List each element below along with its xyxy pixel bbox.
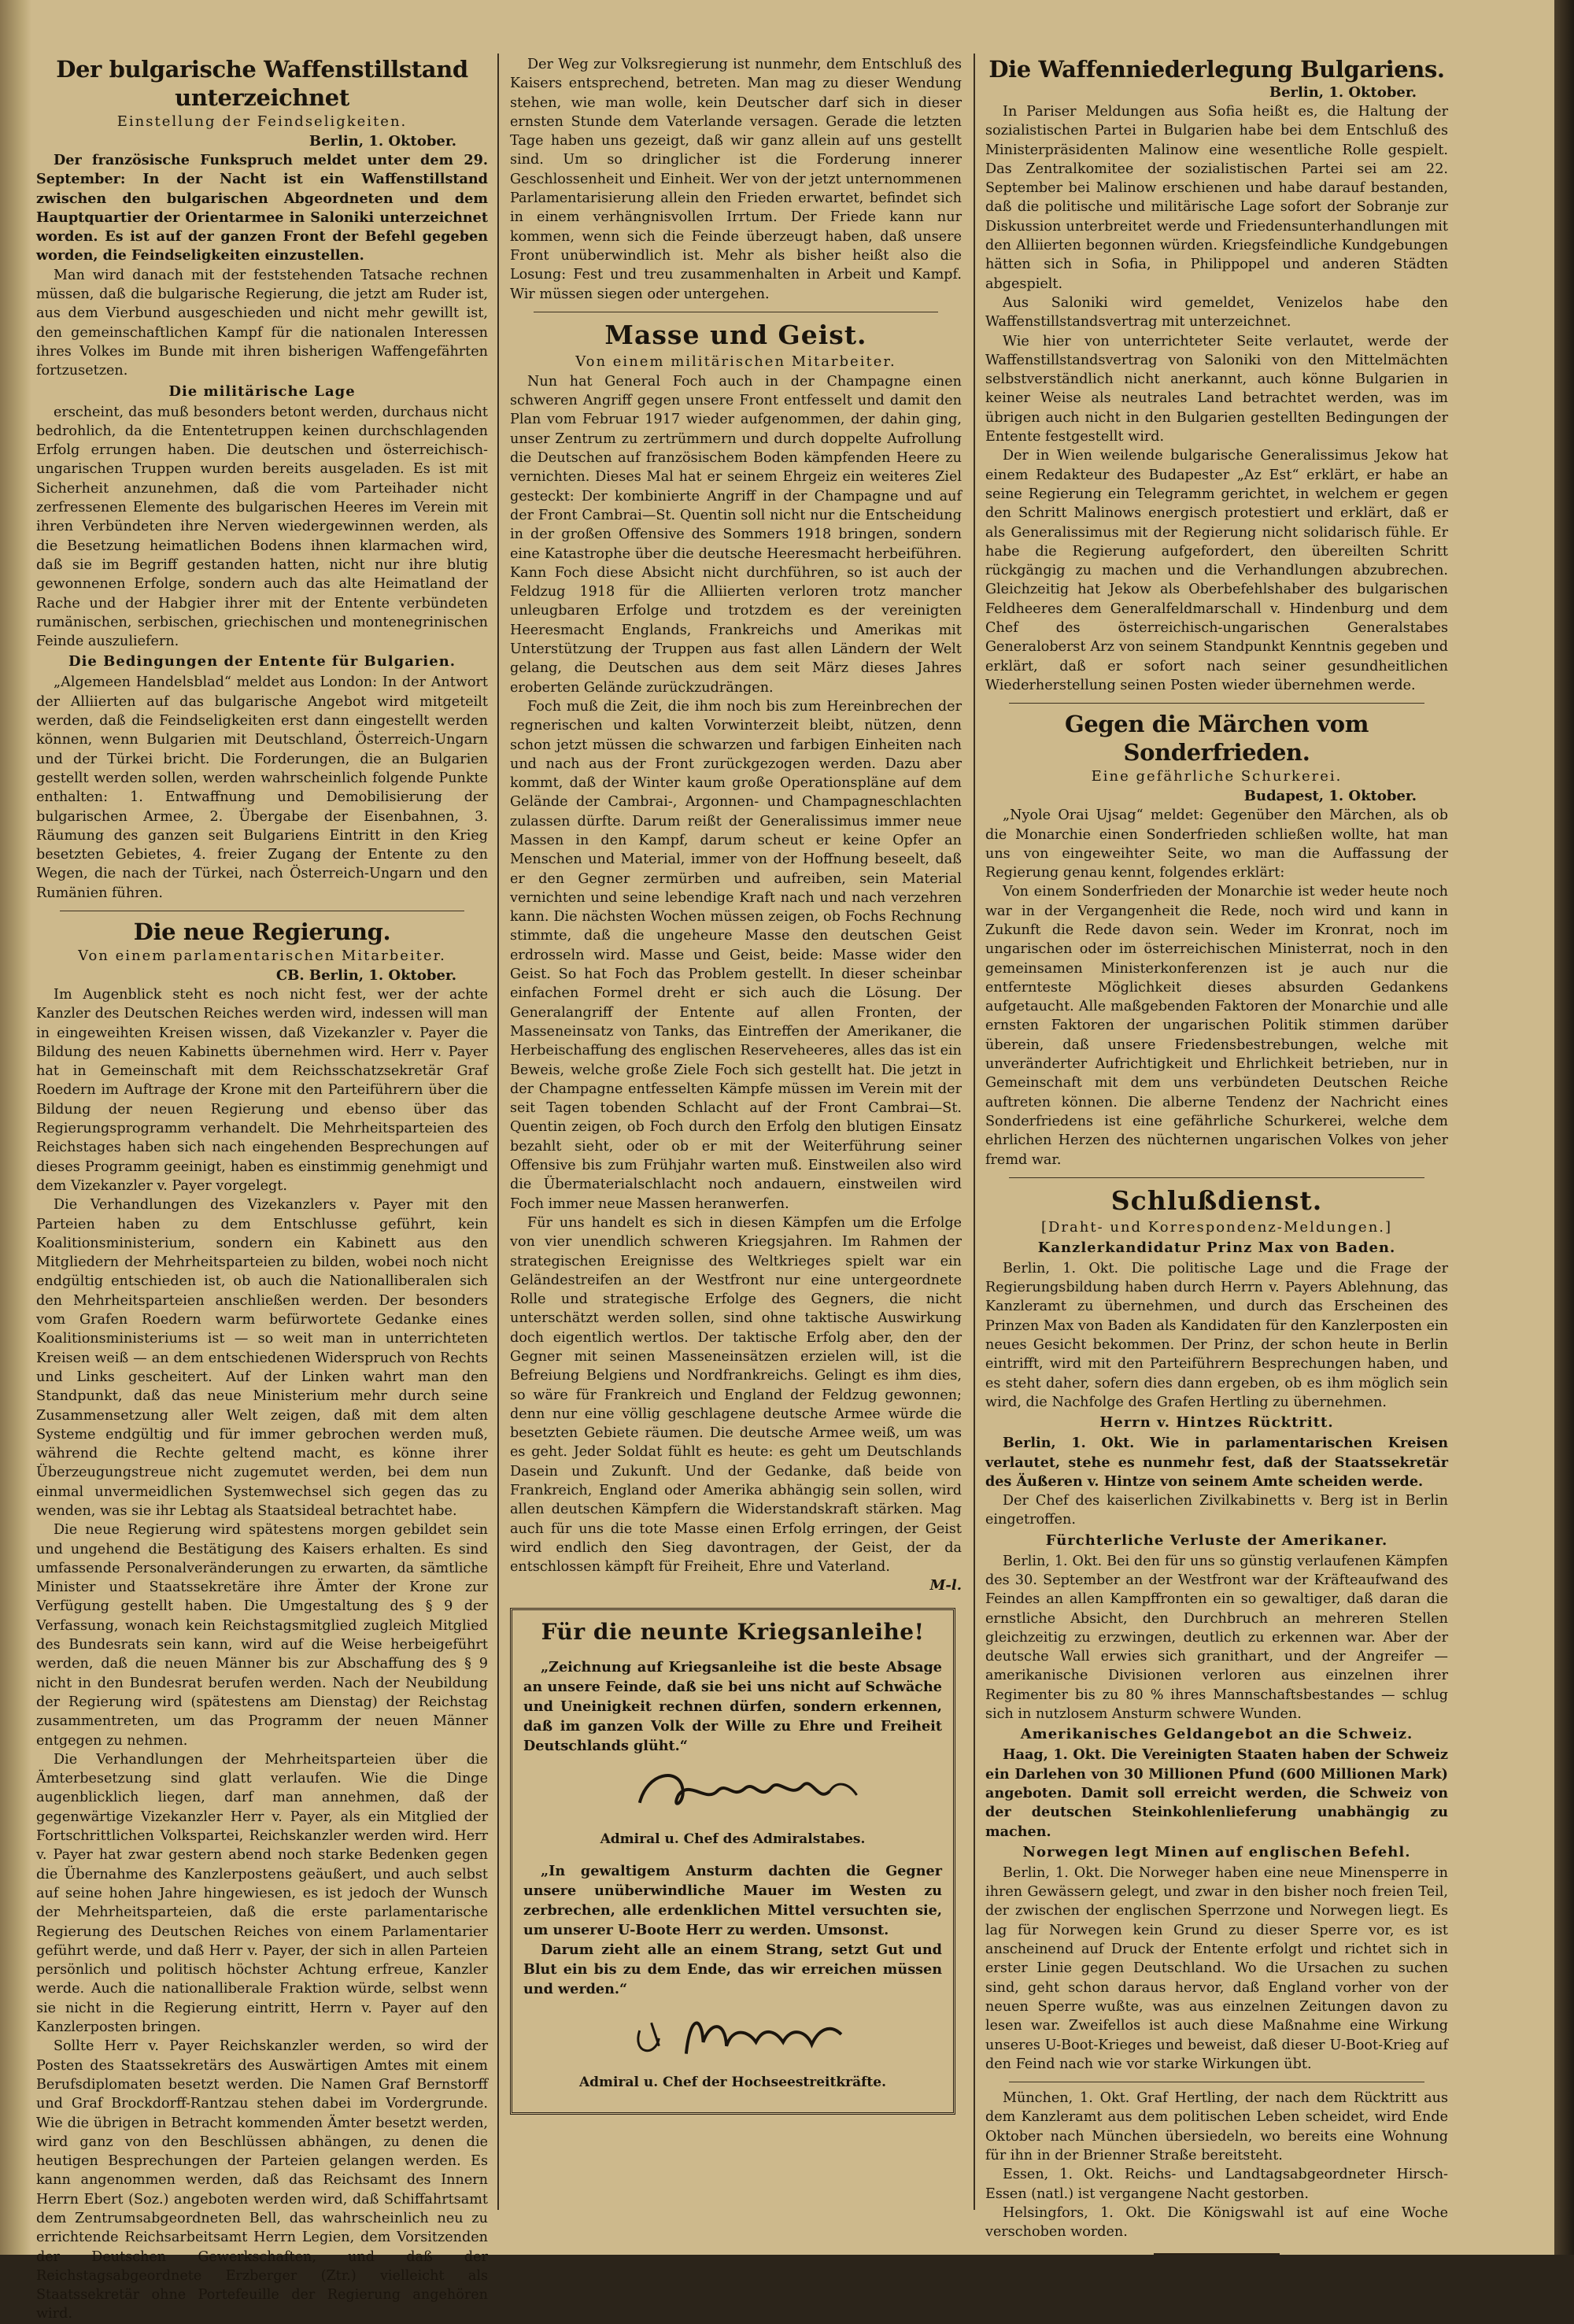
signature-caption: Admiral u. Chef der Hochseestreitkräfte. bbox=[578, 2074, 887, 2090]
article-paragraph: „Algemeen Handelsblad“ meldet aus London: In der Antwort der Alliierten auf das bulgarische Angebot wird mitgeteilt werden, daß die Feindseligkeiten erst dann eingestellt werden können, wenn Bulgarien mit Deutschland, Österreich-Ungarn und der Türkei bricht. Die Forderungen, die an Bulgarien gestellt werden sollen, werden wahrscheinlich folgende Punkte enthalten: 1. Entwaffnung und Demobilisierung der bulgarischen Armee, 2. Übergabe der Eisenbahnen, 3. Räumung des ganzen seit Bulgariens Eintritt in den Krieg besetzten Gebietes, 4. freier Zugang der Entente zu den Wegen, die nach der Türkei, nach Österreich-Ungarn und den Rumänien führen. bbox=[36, 674, 488, 901]
article-paragraph: Im Augenblick steht es noch nicht fest, wer der achte Kanzler des Deutschen Reiches werden wird, indessen will man in eingeweihten Kreisen wissen, daß Vizekanzler v. Payer die Bildung des neuen Kabinetts übernehmen wird. Herr v. Payer hat in Gemeinschaft mit dem Reichsschatzsekretär Graf Roedern im Auftrage der Krone mit den Parteiführern über die Bildung der neuen Regierung und ebenso über das Regierungsprogramm verhandelt. Die Mehrheitsparteien des Reichstages haben sich nach eingehenden Besprechungen auf dieses Programm geeinigt, haben es einstimmig genehmigt und dem Vizekanzler v. Payer vorgelegt. bbox=[36, 986, 488, 1194]
article-paragraph: Der Chef des kaiserlichen Zivilkabinetts v. Berg ist in Berlin eingetroffen. bbox=[985, 1493, 1448, 1528]
section-heading: Fürchterliche Verluste der Amerikaner. bbox=[1045, 1531, 1388, 1549]
section-heading: Norwegen legt Minen auf englischen Befehl. bbox=[1022, 1843, 1411, 1860]
article-paragraph: Nun hat General Foch auch in der Champagne einen schweren Angriff gegen unsere Front entfesselt und damit den Plan vom Februar 1917 wieder aufgenommen, der dahin ging, unser Zentrum zu zertrümmern und durch doppelte Aufrollung die Deutschen auf französischem Boden kämpfenden Heere zu vernichten. Dieses Mal hat er seinem Ehrgeiz ein weiteres Ziel gesteckt: Der kombinierte Angriff in der Champagne und auf der Front Cambrai—St. Quentin soll nicht nur die Entscheidung in der großen Offensive des Sommers 1918 bringen, sondern eine Katastrophe über die deutsche Heeresmacht herbeiführen. Kann Foch diese Absicht nicht durchführen, so ist auch der Feldzug 1918 für die Alliierten verloren trotz mancher unleugbaren Erfolge und trotzdem es der vereinigten Heeresmacht Englands, Frankreichs und Amerikas mit Unterstützung der Truppen aus fast allen Ländern der Welt gelang, die Deutschen aus dem seit März dieses Jahres eroberten Gelände zurückzudrängen. bbox=[510, 373, 962, 696]
subhead: Von einem militärischen Mitarbeiter. bbox=[575, 353, 896, 370]
dateline: Berlin, 1. Oktober. bbox=[1269, 84, 1417, 101]
article-paragraph: Man wird danach mit der feststehenden Tatsache rechnen müssen, daß die bulgarische Regierung, die jetzt am Ruder ist, aus dem Vierbund ausgeschieden und nicht mehr gewillt ist, den gemeinschaftlichen Kampf für die nationalen Interessen ihres Volkes im Bunde mit ihren bisherigen Waffengefährten fortzusetzen. bbox=[36, 267, 488, 379]
page-edge bbox=[1554, 0, 1574, 2255]
handwritten-signature-icon bbox=[523, 1756, 942, 1827]
page-binding-shadow bbox=[0, 0, 31, 2255]
article-paragraph: Berlin, 1. Okt. Bei den für uns so günstig verlaufenen Kämpfen des 30. September an der Westfront war der Kräfteaufwand des Feindes an allen Kampffronten ein so gewaltiger, daß daran die ernstliche Absicht, den Durchbruch an mehreren Stellen gleichzeitig zu erzwingen, deutlich zu erkennen war. Aber der deutsche Wall erwies sich granithart, und der Angreifer — amerikanische Divisionen verloren aus einzelnen ihrer Regimenter bis zu 80 % ihres Mannschaftsbestandes — schlug sich in nutzlosem Ansturm schwere Wunden. bbox=[985, 1553, 1448, 1723]
column-rule bbox=[497, 54, 499, 2210]
section-heading: Herrn v. Hintzes Rücktritt. bbox=[1099, 1414, 1334, 1432]
column-left bbox=[36, 55, 488, 2322]
section-heading: Die Bedingungen der Entente für Bulgarien. bbox=[68, 653, 456, 671]
article-paragraph: Haag, 1. Okt. Die Vereinigten Staaten haben der Schweiz ein Darlehen von 30 Millionen Pfund (600 Millionen Mark) angeboten. Damit soll erreicht werden, die Schweiz von der deutschen Steinkohlenlieferung unabhängig zu machen. bbox=[985, 1746, 1448, 1840]
headline-bulgaria-surrender: Die Waffenniederlegung Bulgariens. bbox=[988, 56, 1445, 83]
subhead: Von einem parlamentarischen Mitarbeiter. bbox=[78, 947, 446, 964]
article-paragraph: Essen, 1. Okt. Reichs- und Landtagsabgeordneter Hirsch-Essen (natl.) ist vergangene Nacht gestorben. bbox=[985, 2167, 1448, 2202]
article-paragraph: Die Verhandlungen des Vizekanzlers v. Payer mit den Parteien haben zu dem Entschlusse geführt, kein Koalitionsministerium, sondern ein Kabinett aus den Mitgliedern der Mehrheitsparteien zu bilden, wobei noch nicht endgültig entschieden ist, ob auch die Nationalliberalen sich den Mehrheitsparteien anschließen werden. Der besonders vom Grafen Roedern warm befürwortete Gedanke eines Koalitionsministeriums ist — so weit man in unterrichteten Kreisen weiß — an dem entschiedenen Widerspruch von Rechts und Links gescheitert. Auf der Linken wahrt man den Standpunkt, daß das neue Ministerium mehr durch seine Zusammensetzung aller Welt zeigen, daß mit dem alten Systeme endgültig und für immer gebrochen werden muß, während die Rechte geltend macht, es könne ihrer Überzeugungstreue nicht zugemutet werden, bei dem nun einmal unvermeidlichen Systemwechsel sich gegen das zu wenden, was sie ihr Lebtag als Staatsideal betrachtet habe. bbox=[36, 1197, 488, 1519]
handwritten-signature-icon bbox=[523, 1999, 942, 2070]
article-paragraph: Berlin, 1. Okt. Wie in parlamentarischen Kreisen verlautet, stehe es nunmehr fest, daß der Staatssekretär des Äußeren v. Hintze von seinem Amte scheiden werde. bbox=[985, 1435, 1448, 1490]
section-heading: Kanzlerkandidatur Prinz Max von Baden. bbox=[1037, 1239, 1396, 1256]
author-initials: M-l. bbox=[929, 1576, 962, 1594]
article-paragraph: Für uns handelt es sich in diesen Kämpfen um die Erfolge von vier unendlich schweren Kriegsjahren. Im Rahmen der strategischen Ereignisse des Weltkrieges spielt war ein Geländestreifen an der Westfront nur eine untergeordnete Rolle und strategische Erfolge des Gegners, die nicht unterschätzt werden sollen, sind ohne taktische Auswirkung doch eigentlich wertlos. Der taktische Erfolg aber, den der Gegner mit seinen Masseneinsätzen erzielen will, ist die Befreiung Belgiens und Nordfrankreichs. Gelingt es ihm dies, so wäre für Frankreich und England der Feldzug gewonnen; denn nur eine völlig geschlagene deutsche Armee würde die besetzten Gebiete räumen. Die deutsche Armee weiß, um was es geht. Jeder Soldat fühlt es heute: es geht um Deutschlands Dasein und Zukunft. Und der Gedanke, daß beide von Frankreich, England oder Amerika abhängig sein sollen, wird allen deutschen Kämpfern die Widerstandskraft stärken. Mag auch für uns die tote Masse einen Erfolg erringen, der Geist wird endlich den Sieg davontragen, der Geist, der da entschlossen kämpft für Freiheit, Ehre und Vaterland. bbox=[510, 1214, 962, 1576]
subhead: [Draht- und Korrespondenz-Meldungen.] bbox=[1040, 1218, 1393, 1236]
section-heading: Amerikanisches Geldangebot an die Schweiz. bbox=[1020, 1726, 1413, 1743]
war-loan-advertisement bbox=[510, 1608, 955, 2115]
column-right bbox=[985, 55, 1448, 2241]
headline-bulgarian-armistice: Der bulgarische Waffenstillstand unterzeichnet bbox=[56, 56, 468, 111]
article-paragraph: Berlin, 1. Okt. Die Norweger haben eine neue Minensperre in ihren Gewässern gelegt, und zwar in den bisher noch freien Teil, der zwischen der englischen Sperrzone und Norwegen liegt. Es lag für Norwegen kein Grund zu dieser Sperre vor, es ist anscheinend auf Druck der Entente erfolgt und richtet sich in erster Linie gegen Deutschland. Wo die Ursachen zu suchen sind, geht schon daraus hervor, daß England vorher von der neuen Sperre wußte, was aus einzelnen Zeitungen davon zu lesen war. Zweifellos ist auch diese Maßnahme eine Wirkung unseres U-Boot-Krieges und beweist, daß dieser U-Boot-Krieg auf den Feind nach wie vor starke Wirkungen übt. bbox=[985, 1864, 1448, 2072]
article-paragraph: erscheint, das muß besonders betont werden, durchaus nicht bedrohlich, da die Ententetruppen keinen durchschlagenden Erfolg errungen haben. Die deutschen und österreichisch-ungarischen Truppen wurden bereits ausgeladen. Es ist mit Sicherheit anzunehmen, daß die vom Parteihader nicht zerfressenen Elemente des bulgarischen Heeres im Verein mit ihren Verbündeten ihre Nerven wiedergewinnen werden, als die Besetzung heimatlichen Bodens ihnen klarmachen wird, daß sie im Begriff gestanden hatten, nicht nur ihre blutig gewonnenen Erfolge, sondern auch das alte Heimatland der Rache und der Habgier ihrer mit der Entente verbündeten rumänischen, serbischen, griechischen und montenegrinischen Feinde auszuliefern. bbox=[36, 404, 488, 650]
article-paragraph: Aus Saloniki wird gemeldet, Venizelos habe den Waffenstillstandsvertrag mit unterzeichnet. bbox=[985, 294, 1448, 331]
article-paragraph: Die Verhandlungen der Mehrheitsparteien über die Ämterbesetzung sind glatt verlaufen. Wie die Dinge augenblicklich liegen, darf man annehmen, daß der gegenwärtige Vizekanzler Herr v. Payer, als ein Mitglied der Fortschrittlichen Volkspartei, Reichskanzler werden wird. Herr v. Payer hat zwar gestern abend noch starke Bedenken gegen die Übernahme des Kanzlerpostens geäußert, und auch selbst auf seine hohen Jahre hingewiesen, es ist jedoch der Wunsch der Mehrheitsparteien, daß die erste parlamentarische Regierung des Deutschen Reiches von einem Parlamentarier geführt werde, und daß Herr v. Payer, der sich in allen Parteien persönlich und politisch höchster Achtung erfreue, Kanzler werde. Auch die nationalliberale Fraktion würde, selbst wenn sie nicht in die Regierung eintritt, Herrn v. Payer auf den Kanzlerposten bringen. bbox=[36, 1751, 488, 2036]
article-paragraph: Der französische Funkspruch meldet unter dem 29. September: In der Nacht ist ein Waffenstillstand zwischen den bulgarischen Abgeordneten und dem Hauptquartier der Orientarmee in Saloniki unterzeichnet worden. Es ist auf der ganzen Front der Befehl gegeben worden, die Feindseligkeiten einzustellen. bbox=[36, 152, 488, 264]
advertisement-title: Für die neunte Kriegsanleihe! bbox=[541, 1618, 925, 1645]
divider bbox=[1009, 703, 1424, 704]
subhead: Eine gefährliche Schurkerei. bbox=[1091, 768, 1343, 785]
divider bbox=[1009, 1177, 1424, 1178]
column-rule bbox=[974, 54, 975, 2210]
signature-hipper bbox=[523, 1999, 942, 2070]
article-paragraph: Berlin, 1. Okt. Die politische Lage und die Frage der Regierungsbildung haben durch Herrn v. Payers Ablehnung, das Kanzleramt zu übernehmen, und durch das Erscheinen des Prinzen Max von Baden als Kandidaten für den Kanzlerposten ein neues Gesicht bekommen. Der Prinz, der schon heute in Berlin eintrifft, wird mit den Parteiführern Besprechungen haben, und es steht daher, sofern dies dann ergeben, ob es ihm möglich sein wird, die Nachfolge des Grafen Hertling zu übernehmen. bbox=[985, 1260, 1448, 1410]
signature-scheer bbox=[523, 1756, 942, 1827]
article-paragraph: Von einem Sonderfrieden der Monarchie ist weder heute noch war in der Vergangenheit die Rede, noch wird und kann in Zukunft die Rede davon sein. Weder im Kronrat, noch im ungarischen oder im österreichischen Ministerrat, noch in den gemeinsamen Ministerkonferenzen ist je auch nur die entfernteste Möglichkeit dieses absurden Gedankens aufgetaucht. Alle maßgebenden Faktoren der Monarchie und alle ernsten Faktoren der ungarischen Politik stimmen darüber überein, daß unsere Friedensbestrebungen, welche mit unveränderter Aufrichtigkeit und Ehrlichkeit betrieben, nur in Gemeinschaft mit dem uns verbündeten Deutschen Reiche auftreten können. Die alberne Tendenz der Nachricht eines Sonderfriedens ist eine gefährliche Schurkerei, welche dem ehrlichen Herzen des nüchternen ungarischen Volkes von jeher fremd war. bbox=[985, 884, 1448, 1168]
article-paragraph: Helsingfors, 1. Okt. Die Königswahl ist auf eine Woche verschoben worden. bbox=[985, 2204, 1448, 2241]
dateline: Berlin, 1. Oktober. bbox=[309, 133, 456, 150]
dateline: Budapest, 1. Oktober. bbox=[1243, 788, 1417, 805]
advertisement-quote: Darum zieht alle an einem Strang, setzt Gut und Blut ein bis zu dem Ende, das wir erreichen müssen und werden.“ bbox=[523, 1941, 942, 1997]
headline-new-government: Die neue Regierung. bbox=[133, 918, 391, 945]
article-paragraph: Wie hier von unterrichteter Seite verlautet, werde der Waffenstillstandsvertrag von Saloniki von den Mittelmächten selbstverständlich nicht anerkannt, auch könne Bulgarien in keiner Weise als neutrales Land betrachtet werden, was im übrigen auch nicht in den Bulgarien gestellten Bedingungen der Entente festgestellt wird. bbox=[985, 333, 1448, 445]
article-paragraph: „Nyole Orai Ujsag“ meldet: Gegenüber den Märchen, als ob die Monarchie einen Sonderfrieden schließen wollte, hat man uns von eingeweihter Seite, wo man die Auffassung der Regierung genau kennt, folgendes erklärt: bbox=[985, 807, 1448, 881]
end-rule bbox=[1154, 2253, 1280, 2255]
headline-separate-peace: Gegen die Märchen vom Sonderfrieden. bbox=[1065, 711, 1369, 767]
article-paragraph: In Pariser Meldungen aus Sofia heißt es, die Haltung der sozialistischen Partei in Bulgarien habe bei dem Entschluß des Ministerpräsidenten Malinow eine wesentliche Rolle gespielt. Das Zentralkomitee der sozialistischen Partei sei am 22. September bei Malinow erschienen und habe darauf bestanden, daß die politische und militärische Lage sofort der Sobranje zur Diskussion unterbreitet werde und Friedensunterhandlungen mit den Alliierten begonnen würden. Kriegsfeindliche Kundgebungen hätten sich in Sofia, in Philippopel und anderen Städten abgespielt. bbox=[985, 104, 1448, 292]
dateline: CB. Berlin, 1. Oktober. bbox=[275, 966, 456, 984]
article-paragraph: Foch muß die Zeit, die ihm noch bis zum Hereinbrechen der regnerischen und kalten Vorwinterzeit bleibt, nützen, denn schon jetzt müssen die schwarzen und farbigen Einheiten nach und nach aus der Front zurückgezogen werden. Dazu aber kommt, daß der Winter kaum große Operationspläne auf dem Gelände der Cambrai-, Argonnen- und Champagneschlachten zulassen dürfte. Darum reißt der Generalissimus immer neue Massen in den Kampf, darum scheut er keine Opfer an Menschen und Material, immer von der Hoffnung beseelt, daß er den Gegner zermürben und aufreiben, sein Material vernichten und seine lebendige Kraft nach und nach verzehren kann. Die nächsten Wochen müssen zeigen, ob Fochs Rechnung stimmte, daß die ungeheure Masse den deutschen Geist erdrosseln wird. Masse und Geist, beide: Masse wider den Geist. So hat Foch das Problem gestellt. In dieser scheinbar einfachen Formel dreht er sich auch die Lösung. Der Generalangriff der Entente auf allen Fronten, der Masseneinsatz von Tanks, das Eintreffen der Amerikaner, die Herbeischaffung des englischen Reserveheeres, alles das ist ein Beweis, welche große Ziele Foch sich gestellt hat. Die jetzt in der Champagne entfesselten Kämpfe müssen im Verein mit der seit Tagen tobenden Schlacht auf der Front Cambrai—St. Quentin zeigen, ob Foch durch den Erfolg den blutigen Einsatz bezahlt sieht, oder ob er mit der Weiterführung seiner Offensive bis zum Frühjahr warten muß. Einstweilen also wird die Übermaterialschlacht noch andauern, einstweilen wird Foch immer neue Massen heranwerfen. bbox=[510, 698, 962, 1212]
article-paragraph: München, 1. Okt. Graf Hertling, der nach dem Rücktritt aus dem Kanzleramt aus dem politischen Leben scheidet, wird Ende Oktober nach München übersiedeln, wo bereits eine Wohnung für ihn in der Brienner Straße bereitsteht. bbox=[985, 2090, 1448, 2164]
article-paragraph: Sollte Herr v. Payer Reichskanzler werden, so wird der Posten des Staatssekretärs des Auswärtigen Amtes mit einem Berufsdiplomaten besetzt werden. Die Namen Graf Bernstorff und Graf Brockdorff-Rantzau stehen dabei im Vordergrunde. Wie die übrigen in Betracht kommenden Ämter besetzt werden, wird ganz von den Beschlüssen abhängen, zu denen die heutigen Besprechungen der Parteien gelangen werden. Es kann angenommen werden, daß das Reichsamt des Innern Herrn Ebert (Soz.) angeboten werden wird, daß Schiffahrtsamt dem Zentrumsabgeordneten Bell, das wahrscheinlich neu zu errichtende Reichsarbeitsamt Herrn Legien, dem Vorsitzenden der Deutschen Gewerkschaften, und daß der Reichstagsabgeordnete Erzberger (Ztr.) vielleicht als Staatssekretär ohne Portefeuille der Regierung angehören wird. bbox=[36, 2038, 488, 2322]
signature-caption: Admiral u. Chef des Admiralstabes. bbox=[600, 1831, 866, 1847]
article-paragraph: Der in Wien weilende bulgarische Generalissimus Jekow hat einem Redakteur des Budapester „Az Est“ erklärt, er habe an seine Regierung ein Telegramm gerichtet, in welchem er gegen den Schritt Malinows energisch protestiert und erklärt, daß er als Generalissimus mit der Regierung nicht solidarisch fühle. Er habe die Regierung aufgefordert, den übereilten Schritt rückgängig zu machen und die Verhandlungen abzubrechen. Gleichzeitig hat Jekow als Oberbefehlshaber des bulgarischen Feldheeres dem Generalfeldmarschall v. Hindenburg und dem Chef des österreichisch-ungarischen Generalstabes Generaloberst Arz von seinem Standpunkt Kenntnis gegeben und erklärt, daß er sofort nach seiner gesundheitlichen Wiederherstellung seinen Posten wieder übernehmen werde. bbox=[985, 448, 1448, 693]
article-paragraph: Die neue Regierung wird spätestens morgen gebildet sein und ungehend die Bestätigung des Kaisers erhalten. Es sind umfassende Personalveränderungen zu erwarten, da sämtliche Minister und Staatssekretäre ihre Ämter der Krone zur Verfügung gestellt haben. Die Umgestaltung des § 9 der Verfassung, wonach kein Reichstagsmitglied zugleich Mitglied des Bundesrats sein kann, wird auf die Weise herbeigeführt werden, daß die neuen Männer bis zur Abschaffung des § 9 nicht in den Bundesrat berufen werden. Nach der Neubildung der Regierung wird (spätestens am Dienstag) der Reichstag zusammentreten, um das Programm der neuen Männer entgegen zu nehmen. bbox=[36, 1522, 488, 1749]
subhead: Einstellung der Feindseligkeiten. bbox=[116, 113, 408, 130]
headline-schlussdienst: Schlußdienst. bbox=[1110, 1184, 1323, 1216]
advertisement-quote: „Zeichnung auf Kriegsanleihe ist die beste Absage an unsere Feinde, daß sie bei uns nicht auf Schwäche und Uneinigkeit rechnen dürfen, sondern erkennen, daß im ganzen Volk der Wille zu Ehre und Freiheit Deutschlands glüht.“ bbox=[523, 1658, 942, 1754]
article-paragraph: Der Weg zur Volksregierung ist nunmehr, dem Entschluß des Kaisers entsprechend, betreten. Man mag zu dieser Wendung stehen, wie man wolle, kein Deutscher darf sich in dieser ernsten Stunde dem Vaterlande versagen. Gerade die letzten Tage haben uns gezeigt, daß wir ganz allein auf uns gestellt sind. Um so dringlicher ist die Forderung innerer Geschlossenheit und Einheit. Wer von der jetzt unternommenen Parlamentarisierung allein den Frieden erwartet, befindet sich in einem verhängnisvollen Irrtum. Der Friede kann nur kommen, wenn sich die Feinde überzeugt haben, daß unsere Front unüberwindlich ist. Mehr als bisher heißt also die Losung: Fest und treu zusammenhalten in Arbeit und Kampf. Wir müssen siegen oder untergehen. bbox=[510, 57, 962, 302]
column-middle bbox=[510, 55, 962, 2204]
headline-masse-und-geist: Masse und Geist. bbox=[604, 319, 867, 350]
section-heading: Die militärische Lage bbox=[168, 382, 356, 400]
advertisement-quote: „In gewaltigem Ansturm dachten die Gegner unsere unüberwindliche Mauer im Westen zu zerbrechen, alle erdenklichen Mittel versuchten sie, um unserer U-Boote Herr zu werden. Umsonst. bbox=[523, 1862, 942, 1938]
